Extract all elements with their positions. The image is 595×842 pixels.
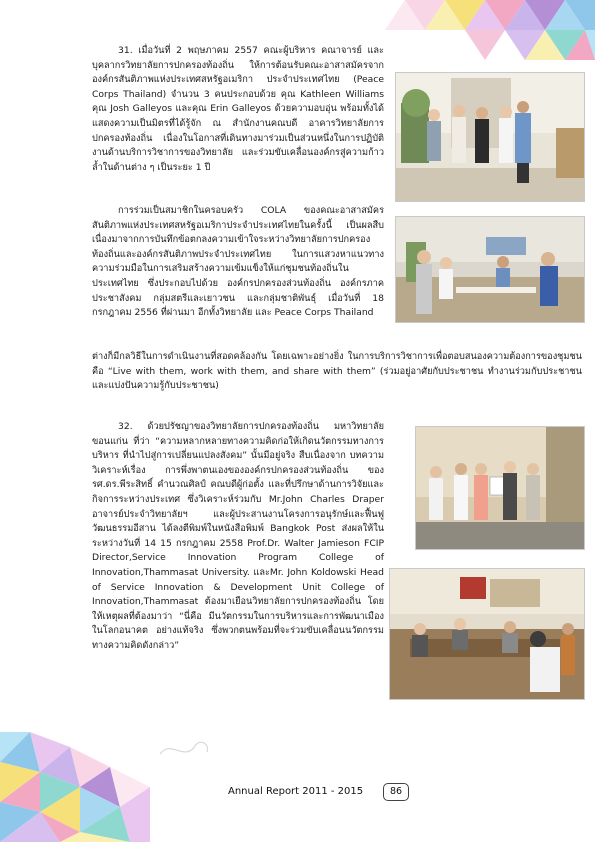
- paragraph-item-32: 32. ด้วยปรัชญาของวิทยาลัยการปกครองท้องถิ่น มหาวิทยาลัยขอนแก่น ที่ว่า “ความหลากหลายทางความคิดก่อให้เกิดนวัตกรรมทางการบริหาร ที่นำไปสู่การเปลี่ยนแปลงสังคม” นั้นมีอยู่จริง สืบเนื่องจาก บทความวิเคราะห์เรื่อง การพึ่งพาตนเองขององค์กรปกครองส่วนท้องถิ่น ของ รศ.ดร.พีระสิทธิ์ คำนวณศิลป์ คณบดีผู้ก่อตั้ง และที่ปรึกษาด้านการวิจัยและกิจการระหว่างประเทศ ซึ่งวิเคราะห์ร่วมกับ Mr.John Charles Draper อาจารย์ประจำวิทยาลัยฯ และผู้ประสานงานโครงการอนุรักษ์และฟื้นฟูวัฒนธรรมอีสาน ได้ลงตีพิมพ์ในหนังสือพิมพ์ Bangkok Post ส่งผลให้ในระหว่างวันที่ 14 15 กรกฎาคม 2558 Prof.Dr. Walter Jamieson FCIP Director,Service Innovation Program College of Innovation,Thammasat University. และMr. John Koldowski Head of Service Innovation & Development Unit College of Innovation,Thammasat ต้องมาเยือนวิทยาลัยการปกครองท้องถิ่น โดยให้เหตุผลที่ต้องมาว่า “นี่คือ มีนวัตกรรมในการบริหารและการพัฒนาเมืองในโลกอนาคต อย่างแท้จริง ซึ่งพวกตนพร้อมที่จะร่วมขับเคลื่อนนวัตกรรมทางความคิดดังกล่าว”: [92, 421, 384, 651]
- group-standing-office-photo: [395, 72, 585, 202]
- office-visit-desk-photo: [395, 216, 585, 323]
- certificate-presentation-photo: [415, 426, 585, 550]
- page-number: 86: [383, 783, 409, 801]
- meeting-table-photo: [389, 568, 585, 700]
- flourish-decoration: [155, 734, 215, 764]
- annual-report-label: Annual Report 2011 - 2015: [228, 786, 364, 797]
- triangle-pattern-decoration: [365, 0, 595, 60]
- triangle-pattern-decoration: [0, 692, 150, 842]
- paragraph-cola-membership: การร่วมเป็นสมาชิกในครอบครัว COLA ของคณะอาสาสมัครสันติภาพแห่งประเทศสหรัฐอเมริกาประจำประเทศไทยในครั้งนี้ เป็นผลสืบเนื่องมาจากการบันทึกข้อตกลงความเข้าใจระหว่างวิทยาลัยการปกครองท้องถิ่นและองค์กรสันติภาพประจำประเทศไทย ในการแสวงหาแนวทางความร่วมมือในการเสริมสร้างความเข้มแข็งให้แก่ชุมชนท้องถิ่นในประเทศไทย ซึ่งประกอบไปด้วย องค์กรปกครองส่วนท้องถิ่น องค์กรภาคประชาสังคม กลุ่มสตรีและเยาวชน และกลุ่มชาติพันธุ์ เมื่อวันที่ 18 กรกฎาคม 2556 ที่ผ่านมา อีกทั้งวิทยาลัย และ Peace Corps Thailand: [92, 205, 384, 319]
- paragraph-item-31: 31. เมื่อวันที่ 2 พฤษภาคม 2557 คณะผู้บริหาร คณาจารย์ และบุคลากรวิทยาลัยการปกครองท้องถิ่น ให้การต้อนรับคณะอาสาสมัครจากองค์กรสันติภาพแห่งประเทศสหรัฐอเมริกา ประจำประเทศไทย (Peace Corps Thailand) จำนวน 3 คนประกอบด้วย คุณ Kathleen Williams คุณ Josh Galleyos และคุณ Erin Galleyos ด้วยความอบอุ่น พร้อมทั้งได้แสดงความเป็นมิตรที่ได้รู้จัก ณ สำนักงานคณบดี อาคารวิทยาลัยการปกครองท้องถิ่น เนื่องในโอกาสที่เดินทางมาร่วมเป็นส่วนหนึ่งในการปฏิบัติงานด้านบริการวิชาการของวิทยาลัย และร่วมขับเคลื่อนองค์กรสู่ความก้าวล้ำในด้านต่าง ๆ เป็นระยะ 1 ปี: [92, 45, 384, 173]
- paragraph-cola-continuation: ต่างก็มีกลวิธีในการดำเนินงานที่สอดคล้องกัน โดยเฉพาะอย่างยิ่ง ในการบริการวิชาการเพื่อตอบสนองความต้องการของชุมชน คือ “Live with them, work with them, and share with them” (ร่วมอยู่อาศัยกับประชาชน ทำงานร่วมกับประชาชน และแบ่งปันความรู้กับประชาชน): [92, 351, 582, 392]
